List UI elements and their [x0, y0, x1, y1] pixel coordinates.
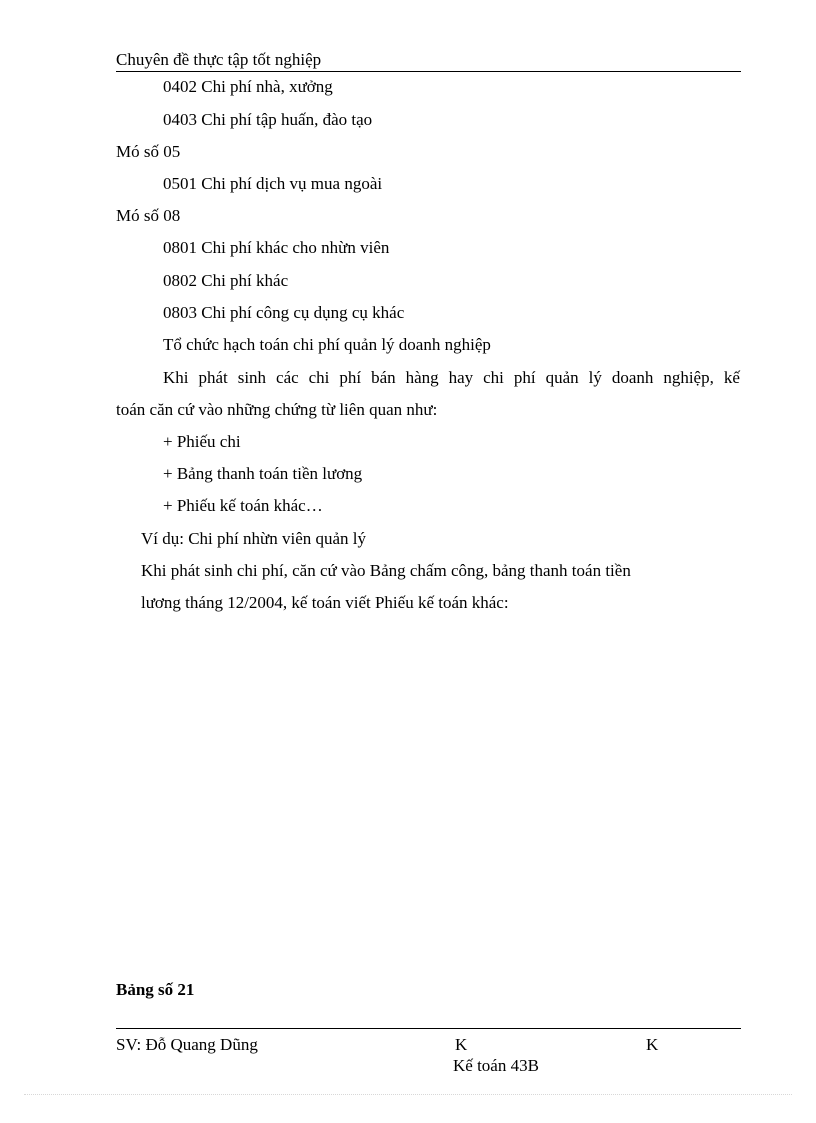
paragraph-word: quản — [545, 368, 579, 387]
paragraph-word: hay — [448, 368, 474, 387]
paragraph-word: hàng — [405, 368, 439, 387]
example-title: Ví dụ: Chi phí nhừn viên quản lý — [141, 529, 367, 548]
paragraph-word: các — [276, 368, 299, 387]
header-rule — [116, 71, 741, 72]
code-line-0501: 0501 Chi phí dịch vụ mua ngoài — [163, 174, 383, 193]
paragraph-word: chi — [308, 368, 330, 387]
code-line-0801: 0801 Chi phí khác cho nhừn viên — [163, 238, 390, 257]
paragraph-word: nghiệp, — [663, 368, 714, 387]
footer-student: SV: Đỗ Quang Dũng — [116, 1035, 258, 1054]
paragraph-word: phí — [339, 368, 362, 387]
group-heading-08: Mó số 08 — [116, 206, 181, 225]
footer-class: Kế toán 43B — [453, 1056, 539, 1075]
code-line-0803: 0803 Chi phí công cụ dụng cụ khác — [163, 303, 405, 322]
paragraph-word: Khi — [163, 368, 189, 387]
example-line-2: lương tháng 12/2004, kế toán viết Phiếu kế toán khác: — [141, 593, 509, 612]
code-line-0402: 0402 Chi phí nhà, xưởng — [163, 77, 333, 96]
code-line-0802: 0802 Chi phí khác — [163, 271, 289, 290]
paragraph-word: chi — [483, 368, 504, 387]
bullet-item: + Phiếu kế toán khác… — [163, 496, 323, 515]
paragraph-word: bán — [371, 368, 396, 387]
paragraph-word: doanh — [611, 368, 654, 387]
page-header-title: Chuyên đề thực tập tốt nghiệp — [116, 50, 322, 69]
group-heading-05: Mó số 05 — [116, 142, 181, 161]
paragraph-word: phí — [513, 368, 536, 387]
paragraph-word: lý — [588, 368, 602, 387]
paragraph-word: sinh — [237, 368, 267, 387]
bullet-item: + Bảng thanh toán tiền lương — [163, 464, 363, 483]
footer-rule — [116, 1028, 741, 1029]
code-line-0403: 0403 Chi phí tập huấn, đào tạo — [163, 110, 373, 129]
paragraph-first-line — [163, 368, 740, 388]
example-line-1: Khi phát sinh chi phí, căn cứ vào Bảng chấm công, bảng thanh toán tiền — [141, 561, 631, 580]
paragraph-word: kế — [723, 368, 740, 387]
section-heading: Tổ chức hạch toán chi phí quản lý doanh nghiệp — [163, 335, 491, 354]
page-bottom-edge — [24, 1094, 792, 1095]
bullet-item: + Phiếu chi — [163, 432, 241, 451]
footer-mark-1: K — [455, 1035, 468, 1054]
table-caption: Bảng số 21 — [116, 980, 195, 999]
footer-mark-2: K — [646, 1035, 659, 1054]
paragraph-continuation: toán căn cứ vào những chứng từ liên quan như: — [116, 400, 438, 419]
paragraph-word: phát — [198, 368, 228, 387]
